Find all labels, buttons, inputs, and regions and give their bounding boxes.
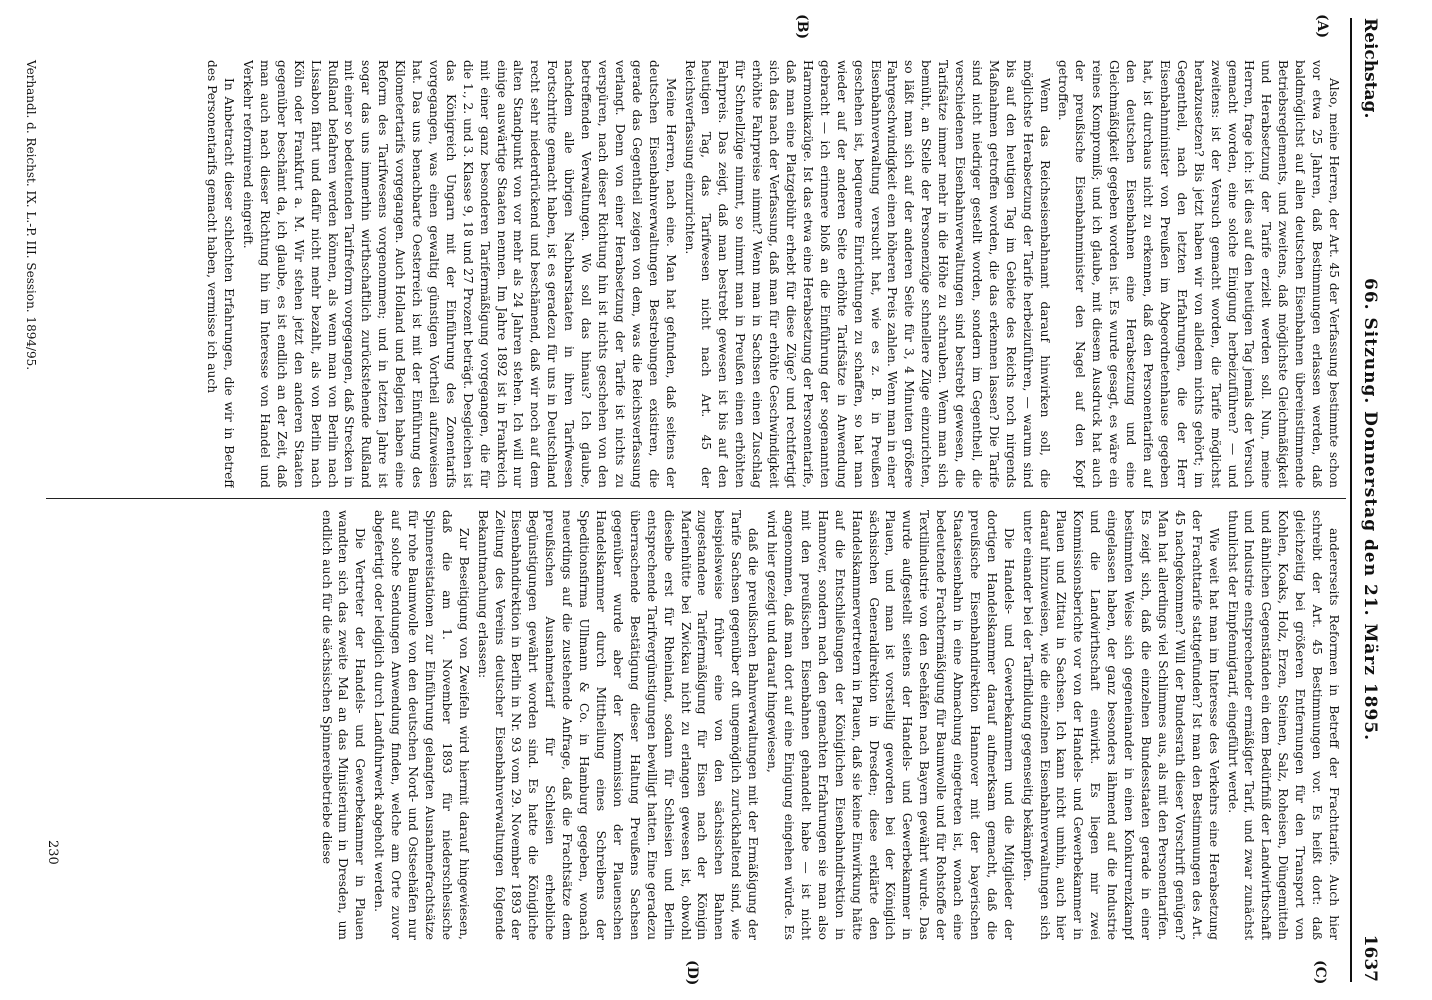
proceedings-signature: Verhandl. d. Reichst. IX. L.-P. III. Session. 1894/95. <box>24 60 38 371</box>
page-header <box>1350 18 1392 982</box>
paragraph: Also, meine Herren, der Art. 45 der Verfassung bestimmte schon vor etwa 25 Jahren, daß Bestimmungen erlassen werden, daß baldmöglichst auf allen deutschen Eisenbahnen übereinstimmende Betriebsreglements, und zweitens, daß möglichste Gleichmäßigkeit und Herabsetzung der Tarife erzielt werden soll. Nun, meine Herren, frage ich: ist dies auf den heutigen Tag jemals der Versuch gemacht worden, eine solche Einigung herbeizuführen? — und zweitens: ist der Versuch gemacht worden, die Tarife möglichst herabzusetzen? Bis jetzt haben wir von alledem nichts gehört; im Gegentheil, nach den letzten Erfahrungen, die der Herr Eisenbahnminister von Preußen im Abgeordnetenhause gegeben hat, ist durchaus nicht zu erkennen, daß den Personentarifen auf den deutschen Eisenbahnen eine Herabsetzung und eine Gleichmäßigkeit gegeben worden ist. Es wurde gesagt, es wäre ein reines Kompromiß; und ich glaube, mit diesem Ausdruck hat auch der preußische Eisenbahnminister den Nagel auf den Kopf getroffen. <box>1056 60 1341 488</box>
right-text-column <box>82 510 1342 940</box>
header-session-date: 66. Sitzung. Donnerstag den 21. März 1895. <box>1360 278 1380 742</box>
paragraph: In Anbetracht dieser schlechten Erfahrungen, die wir in Betreff des Personentarifs gemacht haben, vermisse ich auch <box>205 60 237 488</box>
header-left-label: Reichstag. <box>1360 18 1380 119</box>
column-divider <box>46 498 1346 499</box>
margin-marker-c: (C) <box>1312 960 1328 985</box>
left-text-column <box>52 60 1342 488</box>
paragraph: Die Handels- und Gewerbekammern und die Mitglieder der dortigen Handelskammer darauf aufmerksam gemacht, daß die preußische Eisenbahndirektion Hannover mit der bayerischen Staatseisenbahn in eine Abmachung eingetreten ist, wonach eine bedeutende Frachtermäßigung für Baumwolle und für Rohstoffe der Textilindustrie von den Seehäfen nach Bayern gewährt wurde. Das wurde aufgestellt seitens der Handels- und Gewerbekammer in Plauen, und man ist vorstellig geworden bei der Königlich sächsischen Generaldirektion in Dresden; diese erklärte den Handelskammervertretern in Plauen, daß sie keine Einwirkung hätte auf die Entschließungen der Königlichen Eisenbahndirektion in Hannover, sondern nach den gemachten Erfahrungen sie man also mit den preußischen Eisenbahnen gehandelt habe — ist nicht angenommen, daß man dort auf eine Einigung eingehen würde. Es wird hier gezeigt und darauf hingewiesen, <box>765 510 1016 940</box>
paragraph: daß die preußischen Bahnverwaltungen mit der Ermäßigung der Tarife Sachsen gegenüber oft ungemöglich zurückhaltend sind, wie beispielsweise früher eine von den sächsischen Bahnen zugestandene Tarifermäßigung für Eisen nach der Königin Marienhütte bei Zwickau nicht zu erlangen gewesen ist, obwohl dieselbe erst für Rheinland, sodann für Schlesien und Berlin entsprechende Tarifvergünstigungen bewilligt hatten. Eine geradezu überraschende Bestätigung dieser Haltung Preußens Sachsen gegenüber wurde aber der Kommission der Plauenschen Handelskammer durch Mittheilung eines Schreibens der Speditionsfirma Ullmann & Co. in Hamburg gegeben, wonach neuerdings auf die zustehende Anfrage, daß die Frachtsätze dem preußischen Ausnahmetarif für Schlesien erhebliche Begünstigungen gewährt worden sind. Es hatte die Königliche Eisenbahndirektion in Berlin in Nr. 93 vom 29. November 1893 der Zeitung des Vereins deutscher Eisenbahnverwaltungen folgende Bekanntmachung erlassen: <box>475 510 761 940</box>
paragraph: Meine Herren, nach eine. Man hat gefunden, daß seitens der deutschen Eisenbahnverwaltungen Bestrebungen existiren, die gerade das Gegentheil zeigen von dem, was die Reichsverfassung verlangt. Denn von einer Herabsetzung der Tarife ist nichts zu verspüren, nach dieser Richtung hin ist nichts geschehen von den betreffenden Verwaltungen. Wo soll das hinaus? Ich glaube, nachdem alle übrigen Nachbarstaaten in ihren Tarifwesen Fortschritte gemacht haben, ist es geradezu für uns in Deutschland recht sehr niederdrückend und beschämend, daß wir noch auf dem alten Standpunkt von vor mehr als 24 Jahren stehen. Ich will nur einige auswärtige Staaten nennen. Im Jahre 1892 ist in Frankreich mit einer ganz besonderen Tarifermäßigung vorgegangen, die für die 1., 2. und 3. Klasse 9, 18 und 27 Prozent beträgt. Desgleichen ist das Königreich Ungarn mit der Einführung des Zonentarifs vorgegangen, was einen gewaltig günstigen Vortheil aufzuweisen hat. Das uns benachbarte Oesterreich ist mit der Einführung des Kilometertarifs vorgegangen. Auch Holland und Belgien haben eine Reform des Tarifwesens vorgenommen; und in letzten Jahre ist sogar das uns immerhin wirthschaftlich zurückstehende Rußland mit einer so bedeutenden Tarifreform vorgegangen, daß Strecken in Rußland befahren werden können, als wenn man von Berlin nach Lissabon fährt und dafür nicht mehr bezahlt, als von Berlin nach Köln oder Frankfurt a. M. Wir stehen jetzt den anderen Staaten gegenüber beschämt da, ich glaube, es ist endlich an der Zeit, daß man auch nach dieser Richtung hin im Interesse von Handel und Verkehr reformirend eingreift. <box>241 60 678 488</box>
footer-page-number: 230 <box>45 840 60 865</box>
paragraph: Wie weit hat man im Interesse des Verkehrs eine Herabsetzung der Frachttarife stattgefunden? Ist man den Bestimmungen des Art. 45 nachgekommen? Will der Bundesrath dieser Vorschrift genügen? Man hat allerdings viel Schlimmes aus, als mit den Personentarifen. Es zeigt sich, daß die einzelnen Bundesstaaten gerade in einer bestimmten Weise sich gegeneinander in einen Konkurrenzkampf eingelassen haben, der ganz besonders lähmend auf die Industrie und die Landwirthschaft einwirkt. Es liegen mir zwei Kommissionsberichte vor von der Handels- und Gewerbekammer in Plauen und Zittau in Sachsen. Ich kann nicht umhin, auch hier darauf hinzuweisen, wie die einzelnen Eisenbahnverwaltungen sich unter einander bei der Tarifbildung gegenseitig bekämpfen. <box>1020 510 1221 940</box>
margin-marker-b: (B) <box>794 14 810 40</box>
margin-marker-a: (A) <box>1314 14 1330 39</box>
paragraph: Wenn das Reichseisenbahnamt darauf hinwirken soll, die möglichste Herabsetzung der Tarife herbeizuführen, — warum sind bis auf den heutigen Tag im Gebiete des Reichs noch nirgends Maßnahmen getroffen worden, die das erkennen lassen? Die Tarife sind nicht niedriger gestellt worden, sondern im Gegentheil, die verschiedenen Eisenbahnverwaltungen sind bestrebt gewesen, die Tarifsätze immer mehr in die Höhe zu schrauben. Wenn man sich bemüht, an Stelle der Personenzüge schnellere Züge einzurichten, so läßt man sich auf der anderen Seite für 3, 4 Minuten größere Fahrgeschwindigkeit einen höheren Preis zahlen. Wenn man in einer Eisenbahnverwaltung versucht hat, wie es z. B. in Preußen geschehen ist, bequemere Einrichtungen zu schaffen, so hat man wieder auf der anderen Seite erhöhte Tarifsätze in Anwendung gebracht — ich erinnere bloß an die Einführung der sogenannten Harmonikazüge. Ist das etwa eine Herabsetzung der Personentarife, daß man eine Platzgebühr erhebt für diese Züge? und rechtfertigt sich das nach der Verfassung, daß man für erhöhte Geschwindigkeit erhöhte Fahrpreise nimmt? Wenn man in Sachsen einen Zuschlag für Schnellzüge nimmt, so nimmt man in Preußen einen erhöhten Fahrpreis. Das zeigt, daß man bestrebt gewesen ist bis auf den heutigen Tag, das Tarifwesen nicht nach Art. 45 der Reichsverfassung einzurichten. <box>682 60 1052 488</box>
paragraph: Die Vertreter der Handels- und Gewerbekammer in Plauen wandten sich das zweite Mal an das Ministerium in Dresden, um endlich auch für die sächsischen Spinnereibetriebe diese <box>319 510 368 940</box>
margin-marker-d: (D) <box>684 960 700 986</box>
paragraph: Zur Beseitigung von Zweifeln wird hiermit darauf hingewiesen, daß die am 1. November 1893 für niederschlesische Spinnereistationen zur Einführung gelangten Ausnahmefrachtsätze für rohe Baumwolle von den deutschen Nord- und Ostseehäfen nur auf solche Sendungen Anwendung finden, welche am Orte zuvor abgefertigt oder lediglich durch Landfuhrwerk abgeholt werden. <box>372 510 471 940</box>
paragraph: andererseits Reformen in Betreff der Frachttarife. Auch hier schreibt der Art. 45 Bestimmungen vor. Es heißt dort: daß gleichzeitig bei größeren Entfernungen für den Transport von Kohlen, Koaks, Holz, Erzen, Steinen, Salz, Roheisen, Düngemitteln und ähnlichen Gegenständen ein dem Bedürfniß der Landwirthschaft und Industrie entsprechender ermäßigter Tarif, und zwar zunächst thunlichst der Einpfennigtarif, eingeführt werde. <box>1225 510 1341 940</box>
header-page-number: 1637 <box>1360 934 1380 982</box>
